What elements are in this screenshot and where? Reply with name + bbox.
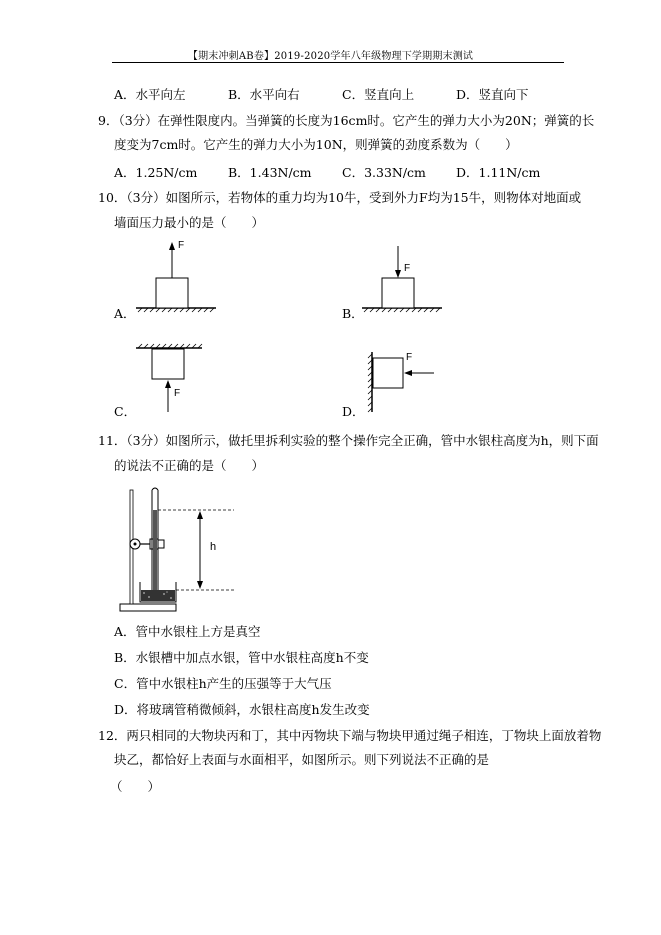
- q9-line-1: 9．（3分）在弹性限度内。当弹簧的长度为16cm时。它产生的弹力大小为20N；弹簧的长: [98, 113, 595, 128]
- q9-option-b: B．1.43N/cm: [228, 165, 312, 180]
- force-label-d: F: [406, 352, 413, 363]
- q10-line-1: 10．（3分）如图所示，若物体的重力均为10牛，受到外力F均为15牛，则物体对地面或: [98, 190, 582, 205]
- q10-figure-d: [360, 340, 450, 418]
- q9-option-d: D．1.11N/cm: [456, 165, 541, 180]
- q10-label-c: C．: [114, 404, 137, 419]
- q11-option-b: B．水银槽中加点水银，管中水银柱高度h不变: [114, 650, 369, 665]
- q8-option-c: C．竖直向上: [342, 87, 415, 102]
- q11-option-d: D．将玻璃管稍微倾斜，水银柱高度h发生改变: [114, 702, 370, 717]
- force-label-c: F: [174, 388, 181, 399]
- q9-line-2: 度变为7cm时。它产生的弹力大小为10N，则弹簧的劲度系数为（ ）: [114, 137, 518, 152]
- q10-figure-b: [356, 238, 446, 320]
- q10-label-a: A．: [114, 306, 136, 321]
- q12-line-1: 12．两只相同的大物块丙和丁，其中丙物块下端与物块甲通过绳子相连，丁物块上面放着物: [98, 728, 602, 743]
- q11-option-a: A．管中水银柱上方是真空: [114, 624, 261, 639]
- force-label-a: F: [178, 240, 185, 251]
- q11-torricelli-figure: [114, 484, 264, 616]
- q11-line-2: 的说法不正确的是（ ）: [114, 458, 265, 473]
- q10-figure-c: [130, 340, 220, 418]
- page-header: 【期末冲刺AB卷】2019-2020学年八年级物理下学期期末测试: [187, 51, 474, 62]
- q12-line-2: 块乙，都恰好上表面与水面相平，如图所示。则下列说法不正确的是: [114, 752, 490, 767]
- q10-figure-a: [130, 238, 220, 320]
- h-label: h: [210, 541, 217, 553]
- force-label-b: F: [404, 263, 411, 274]
- q8-option-b: B．水平向右: [228, 87, 300, 102]
- q10-label-d: D．: [342, 404, 365, 419]
- q8-option-d: D．竖直向下: [456, 87, 529, 102]
- q8-option-a: A．水平向左: [114, 87, 186, 102]
- q11-option-c: C．管中水银柱h产生的压强等于大气压: [114, 676, 332, 691]
- q11-line-1: 11．（3分）如图所示，做托里拆利实验的整个操作完全正确，管中水银柱高度为h，则下面: [98, 433, 599, 448]
- header-divider: [112, 62, 564, 63]
- q9-option-c: C．3.33N/cm: [342, 165, 426, 180]
- q10-label-b: B．: [342, 306, 364, 321]
- q12-line-3: （ ）: [110, 779, 161, 794]
- q10-line-2: 墙面压力最小的是（ ）: [114, 215, 265, 230]
- q9-option-a: A．1.25N/cm: [114, 165, 198, 180]
